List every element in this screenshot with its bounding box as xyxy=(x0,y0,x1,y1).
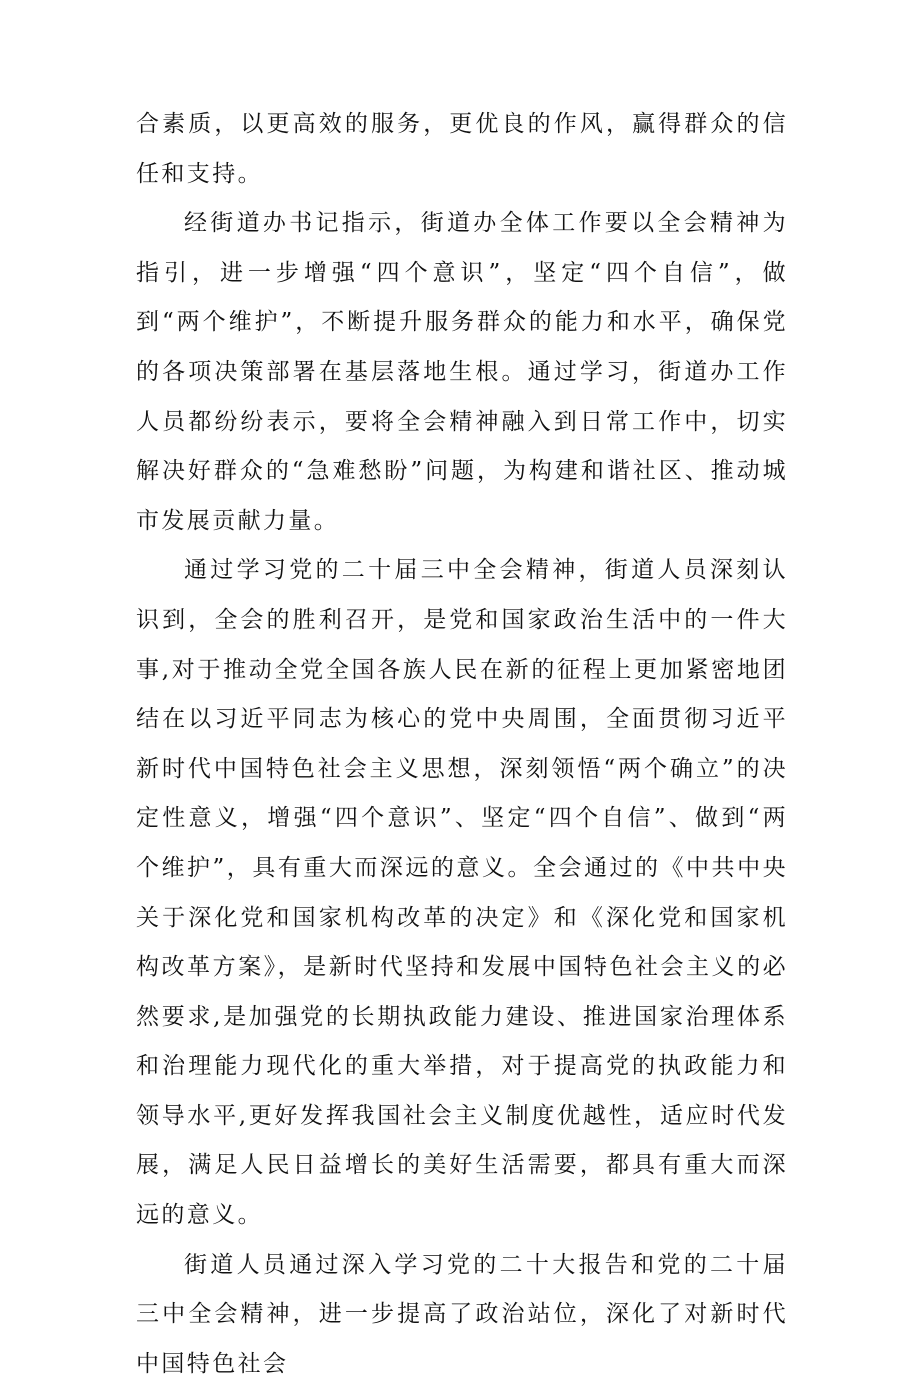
paragraph-2: 经街道办书记指示，街道办全体工作要以全会精神为指引，进一步增强“四个意识”，坚定“四个自信”，做到“两个维护”，不断提升服务群众的能力和水平，确保党的各项决策部署在基层落地生根。通过学习，街道办工作人员都纷纷表示，要将全会精神融入到日常工作中，切实解决好群众的“急难愁盼”问题，为构建和谐社区、推动城市发展贡献力量。 xyxy=(136,210,788,534)
paragraph-3: 通过学习党的二十届三中全会精神，街道人员深刻认识到，全会的胜利召开，是党和国家政治生活中的一件大事,对于推动全党全国各族人民在新的征程上更加紧密地团结在以习近平同志为核心的党中央周围，全面贯彻习近平新时代中国特色社会主义思想，深刻领悟“两个确立”的决定性意义，增强“四个意识”、坚定“四个自信”、做到“两个维护”，具有重大而深远的意义。全会通过的《中共中央关于深化党和国家机构改革的决定》和《深化党和国家机构改革方案》，是新时代坚持和发展中国特色社会主义的必然要求,是加强党的长期执政能力建设、推进国家治理体系和治理能力现代化的重大举措，对于提高党的执政能力和领导水平,更好发挥我国社会主义制度优越性，适应时代发展，满足人民日益增长的美好生活需要，都具有重大而深远的意义。 xyxy=(136,557,788,1229)
document-body xyxy=(136,100,788,1389)
paragraph-1: 合素质，以更高效的服务，更优良的作风，赢得群众的信任和支持。 xyxy=(136,111,788,187)
paragraph-4: 街道人员通过深入学习党的二十大报告和党的二十届三中全会精神，进一步提高了政治站位，深化了对新时代中国特色社会 xyxy=(136,1251,788,1377)
